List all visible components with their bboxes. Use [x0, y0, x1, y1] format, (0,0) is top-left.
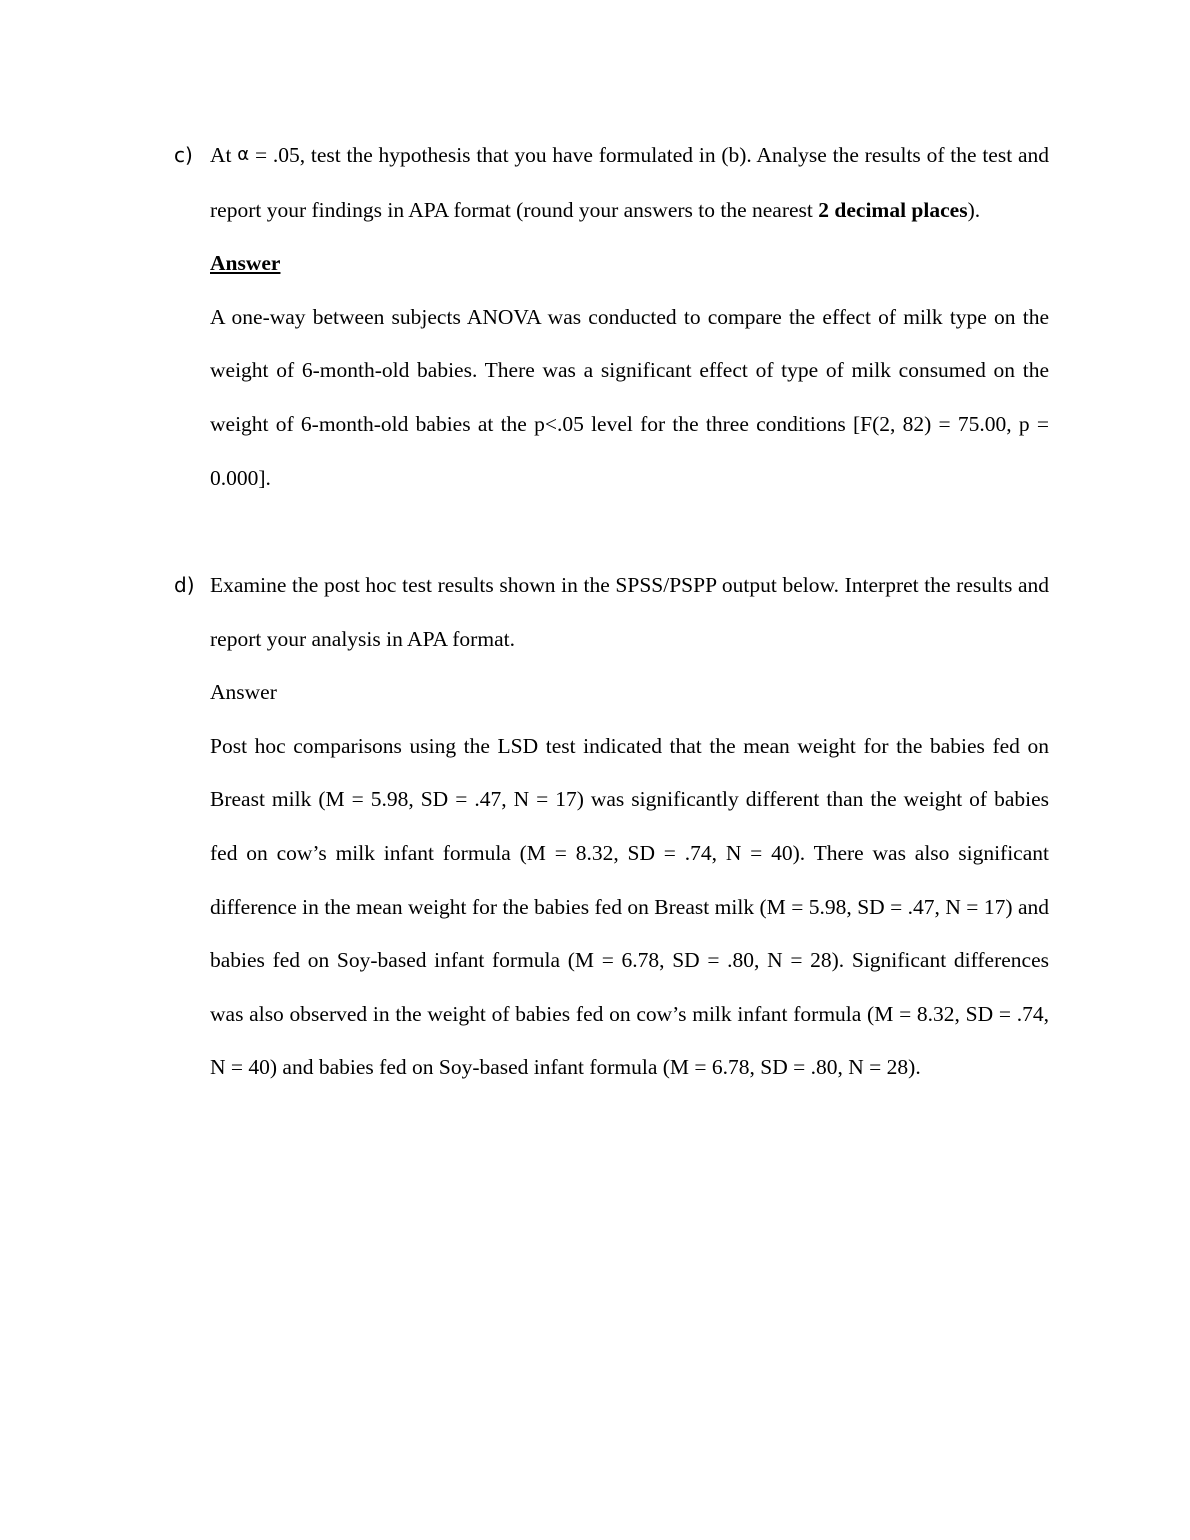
answer-heading-d: Answer	[210, 680, 277, 705]
list-marker-c: c)	[174, 143, 193, 167]
question-d-text: Examine the post hoc test results shown in the SPSS/PSPP output below. Interpret the results and report your analysis in APA format.	[210, 573, 1049, 651]
alpha-symbol: α	[237, 144, 250, 165]
question-c-text: At α = .05, test the hypothesis that you have formulated in (b). Analyse the results of the test and report your findings in APA format (round your answers to the nearest 2 decimal places).	[210, 143, 1049, 222]
question-d	[210, 559, 1049, 1095]
bold-decimal-places: 2 decimal places	[818, 197, 968, 222]
answer-d-text: Post hoc comparisons using the LSD test indicated that the mean weight for the babies fed on Breast milk (M = 5.98, SD = .47, N = 17) was significantly different than the weight of babies fed on cow’s milk infant formula (M = 8.32, SD = .74, N = 40). There was also significant difference in the mean weight for the babies fed on Breast milk (M = 5.98, SD = .47, N = 17) and babies fed on Soy-based infant formula (M = 6.78, SD = .80, N = 28). Significant differences was also observed in the weight of babies fed on cow’s milk infant formula (M = 8.32, SD = .74, N = 40) and babies fed on Soy-based infant formula (M = 6.78, SD = .80, N = 28).	[210, 733, 1049, 1080]
answer-c-text: A one-way between subjects ANOVA was conducted to compare the effect of milk type on the weight of 6-month-old babies. There was a significant effect of type of milk consumed on the weight of 6-month-old babies at the p<.05 level for the three conditions [F(2, 82) = 75.00, p = 0.000].	[210, 304, 1049, 490]
answer-heading-c: Answer	[210, 251, 281, 276]
question-c	[210, 129, 1049, 505]
list-marker-d: d)	[174, 573, 195, 597]
